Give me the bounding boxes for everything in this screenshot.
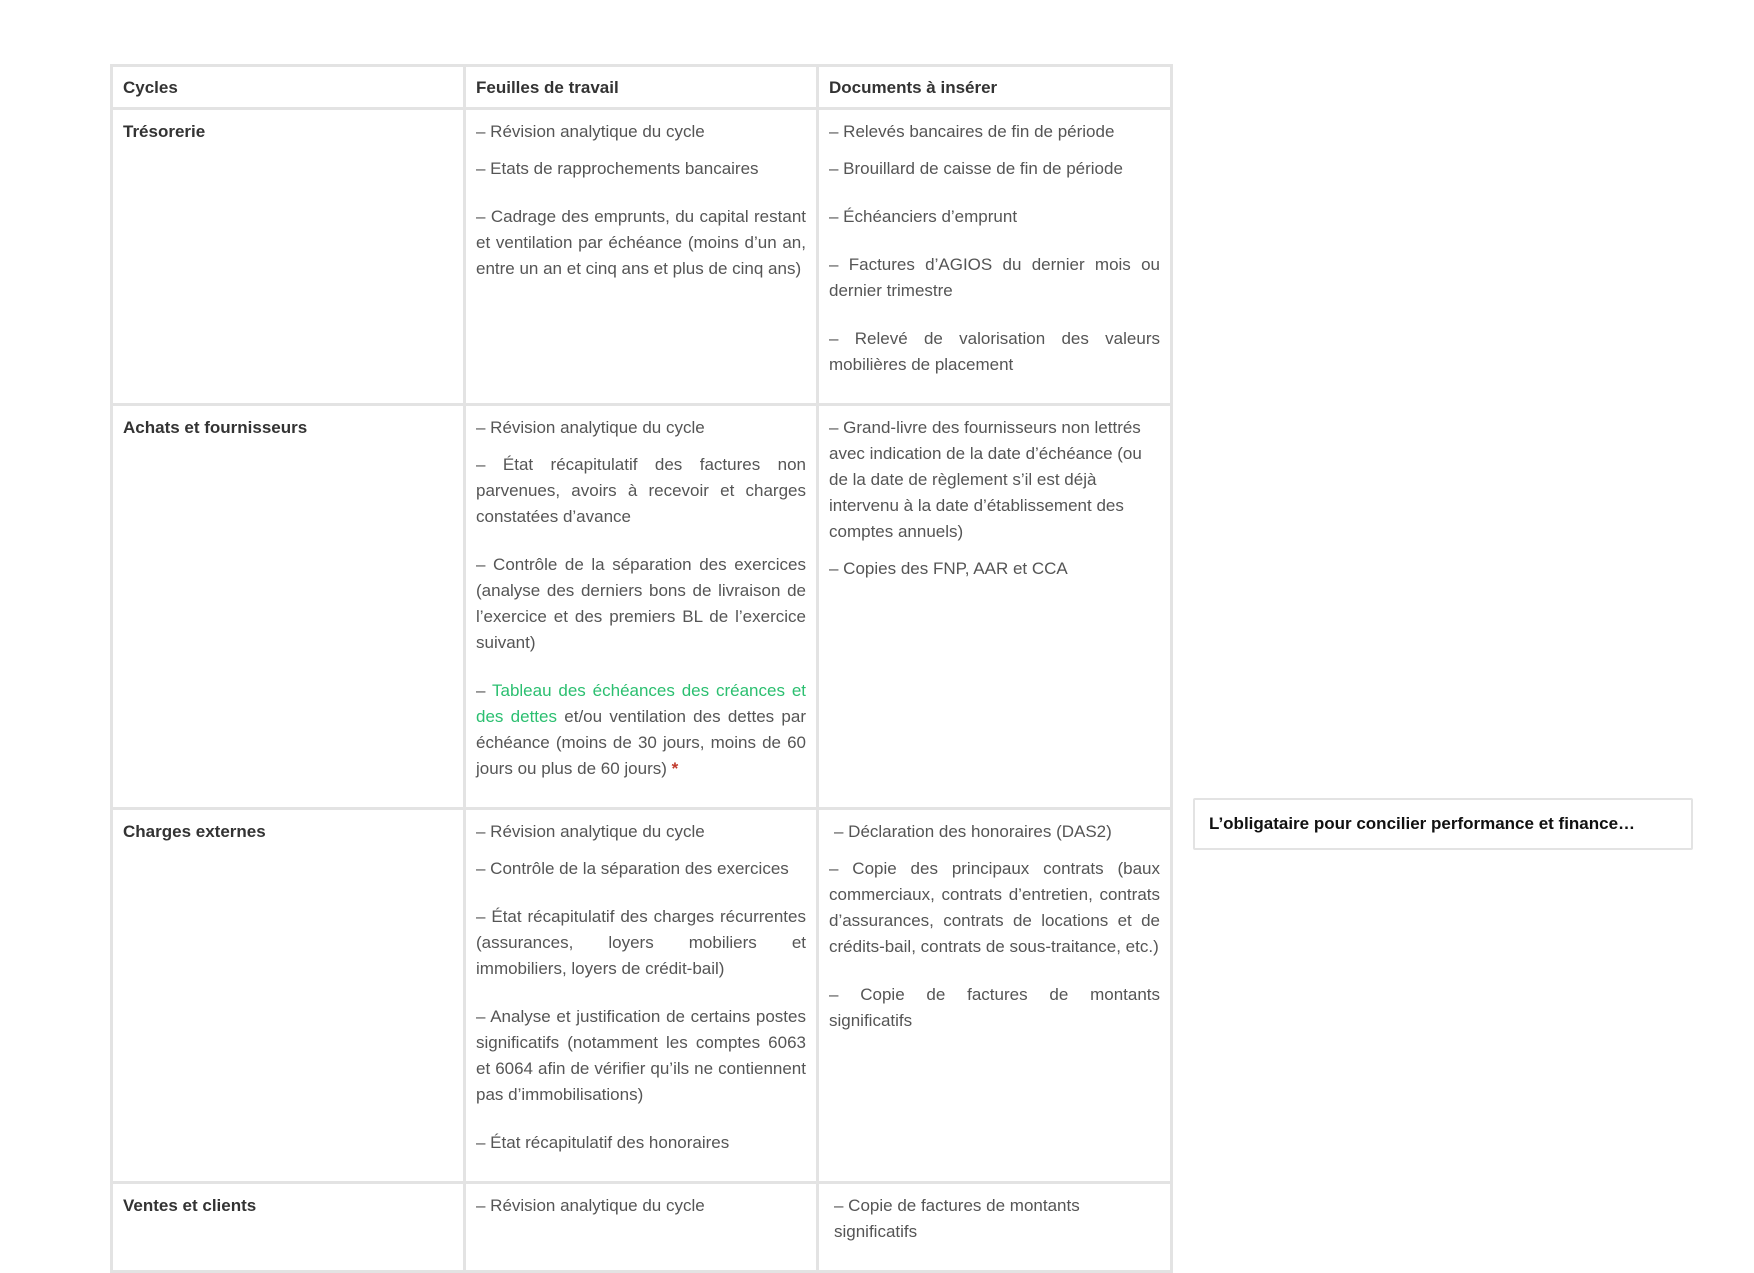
- list-item: – Etats de rapprochements bancaires: [476, 159, 759, 178]
- table-row: [112, 109, 1172, 405]
- table-row: [112, 809, 1172, 1183]
- column-header-cycles: Cycles: [112, 66, 465, 109]
- cycle-cell: [112, 1183, 465, 1272]
- table-row: [112, 1183, 1172, 1272]
- list-item: – Copie de factures de montants significatifs: [829, 985, 1160, 1030]
- list-item: – État récapitulatif des charges récurrentes (assurances, loyers mobiliers et immobiliers, loyers de crédit-bail): [476, 907, 806, 978]
- documents-cell: [818, 809, 1172, 1183]
- list-item: – Grand-livre des fournisseurs non lettrés avec indication de la date d’échéance (ou de la date de règlement s’il est déjà intervenu à la date d’établissement des comptes annuels): [829, 418, 1142, 541]
- documents-cell: [818, 109, 1172, 405]
- cycle-cell: [112, 109, 465, 405]
- worksheets-cell: [465, 109, 818, 405]
- list-item: – Contrôle de la séparation des exercices (analyse des derniers bons de livraison de l’exercice et des premiers BL de l’exercice suivant): [476, 555, 806, 652]
- worksheets-cell: [465, 1183, 818, 1272]
- cycle-name: Trésorerie: [123, 122, 206, 141]
- cycle-name: Charges externes: [123, 822, 266, 841]
- list-item: [476, 678, 806, 782]
- documents-cell: [818, 1183, 1172, 1272]
- list-item: – Révision analytique du cycle: [476, 418, 705, 437]
- promo-box[interactable]: [1193, 798, 1693, 850]
- list-item: – État récapitulatif des honoraires: [476, 1133, 730, 1152]
- list-item: – Copie des principaux contrats (baux commerciaux, contrats d’entretien, contrats d’assurances, contrats de locations et de crédits-bail, contrats de sous-traitance, etc.): [829, 859, 1160, 956]
- list-item: – Relevé de valorisation des valeurs mobilières de placement: [829, 329, 1160, 374]
- list-item: – Révision analytique du cycle: [476, 1196, 705, 1215]
- list-item: – Relevés bancaires de fin de période: [829, 122, 1115, 141]
- asterisk-marker: *: [671, 759, 679, 778]
- list-item-suffix: et/ou ventilation des dettes par échéance (moins de 30 jours, moins de 60 jours ou plus de 60 jours): [476, 707, 806, 778]
- column-header-documents: Documents à insérer: [818, 66, 1172, 109]
- list-item: – Déclaration des honoraires (DAS2): [834, 822, 1112, 841]
- worksheets-cell: [465, 405, 818, 809]
- list-item: – Contrôle de la séparation des exercices: [476, 859, 789, 878]
- cycles-table: [110, 64, 1173, 1273]
- list-item: – Révision analytique du cycle: [476, 122, 705, 141]
- cycle-cell: [112, 809, 465, 1183]
- worksheets-cell: [465, 809, 818, 1183]
- list-item: – Factures d’AGIOS du dernier mois ou dernier trimestre: [829, 255, 1160, 300]
- promo-text: L’obligataire pour concilier performance et finance…: [1209, 814, 1636, 833]
- echeances-link[interactable]: Tableau des échéances des créances et des dettes: [476, 681, 806, 726]
- list-item: – Révision analytique du cycle: [476, 822, 705, 841]
- list-item: – Copie de factures de montants significatifs: [834, 1196, 1080, 1241]
- list-item: – Analyse et justification de certains postes significatifs (notamment les comptes 6063 et 6064 afin de vérifier qu’ils ne contiennent pas d’immobilisations): [476, 1007, 806, 1104]
- list-item: – Cadrage des emprunts, du capital restant et ventilation par échéance (moins d’un an, entre un an et cinq ans et plus de cinq ans): [476, 207, 806, 278]
- list-item-prefix: –: [476, 681, 492, 700]
- cycle-name: Ventes et clients: [123, 1196, 257, 1215]
- table-row: [112, 405, 1172, 809]
- list-item: – Brouillard de caisse de fin de période: [829, 159, 1123, 178]
- cycle-cell: [112, 405, 465, 809]
- cycle-name: Achats et fournisseurs: [123, 418, 308, 437]
- column-header-worksheets: Feuilles de travail: [465, 66, 818, 109]
- table-header-row: [112, 66, 1172, 109]
- list-item: – Échéanciers d’emprunt: [829, 207, 1018, 226]
- list-item: – Copies des FNP, AAR et CCA: [829, 559, 1068, 578]
- list-item: – État récapitulatif des factures non parvenues, avoirs à recevoir et charges constatées d’avance: [476, 455, 806, 526]
- cycles-table-container: [110, 64, 1170, 1241]
- documents-cell: [818, 405, 1172, 809]
